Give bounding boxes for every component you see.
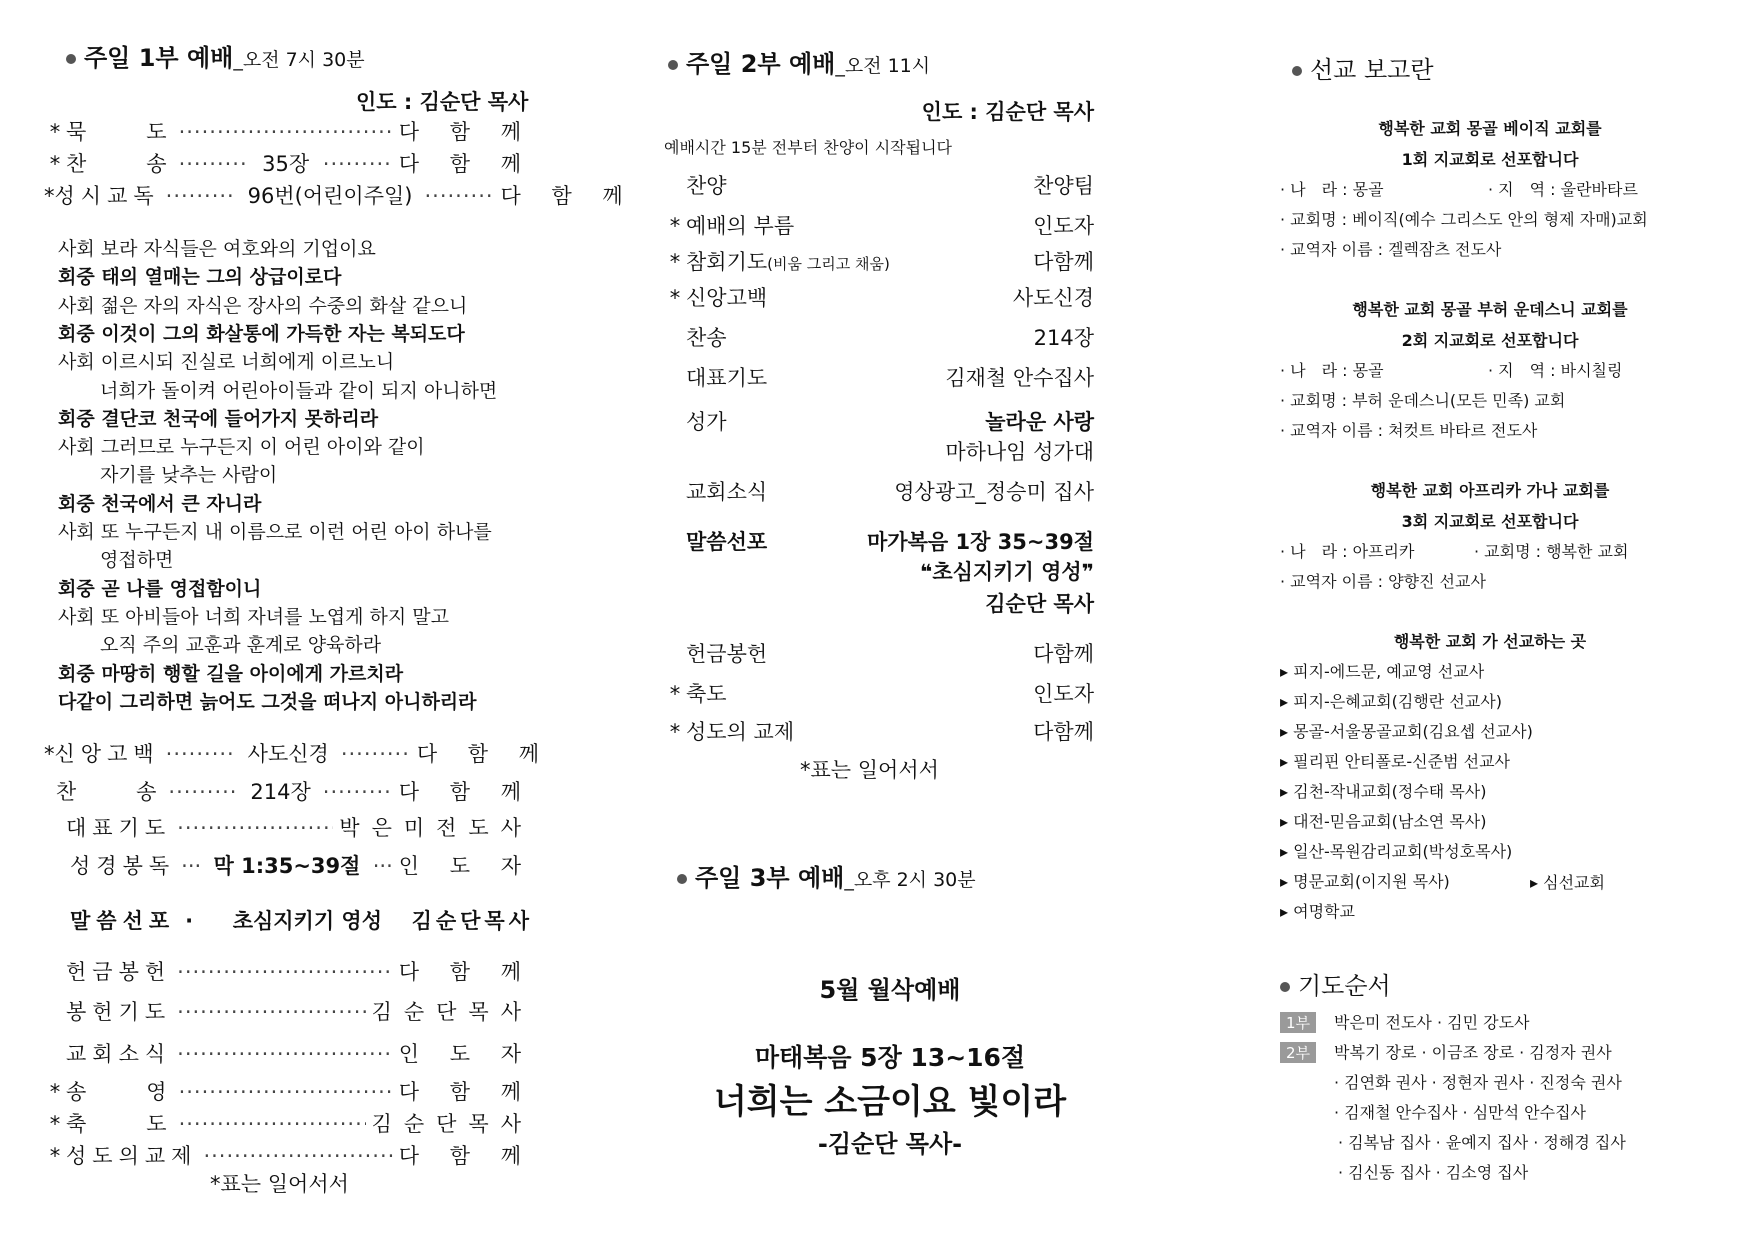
order-label: 신앙고백 <box>54 742 160 766</box>
service2-left <box>664 282 767 312</box>
sermon2-preacher: 김순단 목사 <box>985 592 1094 616</box>
star-mark: * <box>49 152 61 176</box>
responsive-line: 다같이 그리하면 늙어도 그것을 떠나지 아니하리라 <box>58 690 477 713</box>
mission-place: ▸ 필리핀 안티폴로-신준범 선교사 <box>1280 752 1510 771</box>
service2-label: 예배의 부름 <box>686 214 795 238</box>
order-label: 성경봉독 <box>70 854 176 878</box>
order-right: 다 함 께 <box>398 120 533 144</box>
service2-row <box>664 282 1094 312</box>
order-dots <box>203 1144 392 1168</box>
church3-minister: · 교역자 이름 : 양향진 선교사 <box>1280 572 1486 591</box>
order-label: 성도의교제 <box>66 1144 198 1168</box>
order-label: 찬 송 <box>55 780 163 804</box>
bullet-icon <box>66 54 76 64</box>
service2-right: 인도자 <box>1033 214 1094 238</box>
order-dots <box>179 1080 393 1104</box>
order-right: 다 함 께 <box>398 152 533 176</box>
order-label: 헌금봉헌 <box>66 960 172 984</box>
order-row <box>44 738 552 768</box>
star-mark: * <box>669 720 681 744</box>
anthem-title: 놀라운 사랑 <box>985 410 1094 434</box>
star-mark: * <box>669 214 681 238</box>
service2-row <box>664 170 1094 200</box>
order-label: 축 도 <box>66 1112 173 1136</box>
star-mark: * <box>49 1080 61 1104</box>
order-row <box>44 116 533 146</box>
bullet-icon <box>668 60 678 70</box>
service2-label: 대표기도 <box>686 366 768 390</box>
service1-time: _오전 7시 30분 <box>233 49 365 71</box>
order-label: 봉헌기도 <box>66 1000 172 1024</box>
order-label: 찬 송 <box>66 152 173 176</box>
order-row <box>44 956 533 986</box>
church1-head1: 행복한 교회 몽골 베이직 교회를 <box>1378 119 1602 138</box>
responsive-line: 회중 이것이 그의 화살통에 가득한 자는 복되도다 <box>58 322 465 345</box>
service2-time: _오전 11시 <box>835 55 931 77</box>
order-middle: 사도신경 <box>247 742 329 766</box>
order-dots <box>177 960 393 984</box>
anthem-label: 성가 <box>686 410 727 434</box>
monthly-ref: 마태복음 5장 13~16절 <box>754 1043 1026 1072</box>
order-dots <box>179 152 249 176</box>
service2-right: 다함께 <box>1033 250 1094 274</box>
mission-places-heading: 행복한 교회 가 선교하는 곳 <box>1393 632 1587 651</box>
service2-row <box>664 716 1094 746</box>
service2-right: 다함께 <box>1033 720 1094 744</box>
church3-name: · 교회명 : 행복한 교회 <box>1474 542 1629 561</box>
monthly-title: 5월 월삭예배 <box>819 976 961 1004</box>
service2-right: 다함께 <box>1033 642 1094 666</box>
responsive-line: 오직 주의 교훈과 훈계로 양육하라 <box>100 634 382 657</box>
service2-left <box>664 678 727 708</box>
service1-footnote: *표는 일어서서 <box>210 1172 349 1196</box>
order-row <box>44 1108 533 1138</box>
service2-title: 주일 2부 예배 <box>686 50 836 78</box>
prayer-tag-1: 1부 <box>1280 1012 1316 1033</box>
service1-leader: 인도 : 김순단 목사 <box>356 90 529 114</box>
order-right: 김순단목사 <box>411 909 533 933</box>
order-dots <box>168 780 238 804</box>
service2-right: 찬양팀 <box>1033 174 1094 198</box>
order-dots <box>323 780 393 804</box>
order-right: 인 도 자 <box>398 1042 533 1066</box>
service2-right: 214장 <box>1033 326 1094 350</box>
responsive-line: 사회 또 누구든지 내 이름으로 이런 어린 아이 하나를 <box>58 521 492 543</box>
prayer-names-4: · 김재철 안수집사 · 심만석 안수집사 <box>1334 1103 1586 1122</box>
responsive-line: 영접하면 <box>100 549 174 572</box>
responsive-line: 사회 그러므로 누구든지 이 어린 아이와 같이 <box>58 436 425 459</box>
service2-heading <box>668 44 930 79</box>
order-middle: 35장 <box>262 152 310 176</box>
church1-name: · 교회명 : 베이직(예수 그리스도 안의 형제 자매)교회 <box>1280 210 1648 229</box>
order-right: 다 함 께 <box>398 1144 533 1168</box>
order-right: 다 함 께 <box>398 960 533 984</box>
church1-minister: · 교역자 이름 : 겔렉잠츠 전도사 <box>1280 240 1502 259</box>
service2-row <box>664 322 1094 352</box>
church2-country: · 나 라 : 몽골 <box>1280 361 1384 380</box>
order-middle: 막 1:35~39절 <box>213 854 361 878</box>
service2-leader: 인도 : 김순단 목사 <box>921 100 1094 124</box>
mission-place: ▸ 피지-에드문, 예교영 선교사 <box>1280 662 1485 681</box>
mission-report-title: 선교 보고란 <box>1310 56 1434 84</box>
order-dots <box>424 184 494 208</box>
prayer-names-2: 박복기 장로 · 이금조 장로 · 김정자 권사 <box>1334 1043 1612 1062</box>
order-dots <box>166 742 236 766</box>
order-dots <box>179 1112 366 1136</box>
mission-place: ▸ 일산-목원감리교회(박성호목사) <box>1280 842 1513 861</box>
service2-label: 찬양 <box>686 174 727 198</box>
order-middle: 96번(어린이주일) <box>247 184 413 208</box>
news-label: 교회소식 <box>686 480 768 504</box>
news-right: 영상광고_정승미 집사 <box>894 480 1094 504</box>
service2-left <box>664 638 767 668</box>
service2-label: 헌금봉헌 <box>686 642 768 666</box>
order-dots <box>179 120 393 144</box>
service2-left <box>664 246 890 276</box>
order-dots: · <box>185 909 194 933</box>
service2-label: 참회기도 <box>686 250 768 274</box>
order-right: 다 함 께 <box>500 184 635 208</box>
prayer-order-heading <box>1280 966 1391 1001</box>
sermon-row <box>48 905 533 935</box>
order-dots <box>341 742 411 766</box>
star-mark: * <box>49 1112 61 1136</box>
prayer-row-1 <box>1280 1010 1530 1033</box>
responsive-line: 사회 보라 자식들은 여호와의 기업이요 <box>58 238 376 260</box>
order-row <box>44 1140 533 1170</box>
service2-label: 찬송 <box>686 326 727 350</box>
church2-name: · 교회명 : 부허 운데스니(모든 민족) 교회 <box>1280 391 1566 410</box>
order-dots: ··· <box>372 854 393 878</box>
mission-place: ▸ 김천-작내교회(정수태 목사) <box>1280 782 1487 801</box>
sermon2-row <box>664 526 1094 556</box>
service2-left <box>664 362 767 392</box>
order-label: 대표기도 <box>66 816 172 840</box>
service2-left <box>664 170 727 200</box>
responsive-line: 사회 젊은 자의 자식은 장사의 수중의 화살 같으니 <box>58 294 468 317</box>
prayer-tag-2: 2부 <box>1280 1042 1316 1063</box>
church2-head1: 행복한 교회 몽골 부허 운데스니 교회를 <box>1352 300 1628 319</box>
order-row <box>44 148 533 178</box>
responsive-line: 자기를 낮추는 사람이 <box>100 464 278 487</box>
church2-head2: 2회 지교회로 선포합니다 <box>1401 331 1579 350</box>
order-row <box>44 996 533 1026</box>
service3-time: _오후 2시 30분 <box>844 869 976 891</box>
responsive-line: 너희가 돌이켜 어린아이들과 같이 되지 아니하면 <box>100 379 498 402</box>
responsive-line: 사회 이르시되 진실로 너희에게 이르노니 <box>58 351 395 374</box>
order-right: 김순단목사 <box>371 1000 533 1024</box>
star-mark: * <box>44 184 55 208</box>
church2-region: · 지 역 : 바시칠링 <box>1488 361 1623 380</box>
service2-row <box>664 210 1094 240</box>
service3-heading <box>677 858 976 893</box>
service3-title: 주일 3부 예배 <box>695 864 845 892</box>
service2-row <box>664 638 1094 668</box>
order-row <box>44 776 533 806</box>
mission-report-heading <box>1292 50 1434 85</box>
anthem-row <box>664 406 1094 436</box>
service2-left <box>664 322 727 352</box>
order-label: 교회소식 <box>66 1042 172 1066</box>
anthem-choir: 마하나임 성가대 <box>945 440 1094 464</box>
order-right: 다 함 께 <box>398 1080 533 1104</box>
responsive-line: 회중 결단코 천국에 들어가지 못하리라 <box>58 407 379 430</box>
order-middle: 214장 <box>250 780 311 804</box>
prayer-order-title: 기도순서 <box>1298 972 1391 1000</box>
service2-left <box>664 210 794 240</box>
mission-place: ▸ 대전-믿음교회(남소연 목사) <box>1280 812 1487 831</box>
order-label: 말씀선포 <box>70 909 176 933</box>
church1-region: · 지 역 : 울란바타르 <box>1488 180 1638 199</box>
prayer-row-2 <box>1280 1040 1612 1063</box>
star-mark: * <box>44 742 55 766</box>
mission-place: ▸ 명문교회(이지원 목사) <box>1280 872 1450 891</box>
service2-left <box>664 716 794 746</box>
order-dots: ··· <box>181 854 202 878</box>
service2-right: 김재철 안수집사 <box>945 366 1094 390</box>
scripture-row <box>48 850 533 880</box>
order-row <box>44 180 635 210</box>
bullet-icon <box>1292 66 1302 76</box>
news-row <box>664 476 1094 506</box>
star-mark: * <box>49 120 61 144</box>
service2-label: 신앙고백 <box>686 286 768 310</box>
monthly-big-title: 너희는 소금이요 빛이라 <box>713 1082 1067 1122</box>
order-dots <box>323 152 393 176</box>
order-dots <box>177 1000 365 1024</box>
service2-row <box>664 678 1094 708</box>
star-mark: * <box>669 250 681 274</box>
service2-row <box>664 246 1094 276</box>
order-right: 김순단목사 <box>371 1112 533 1136</box>
service1-heading <box>66 38 365 73</box>
church3-country: · 나 라 : 아프리카 <box>1280 542 1415 561</box>
order-label: 묵 도 <box>66 120 173 144</box>
order-right: 다 함 께 <box>398 780 533 804</box>
service1-title: 주일 1부 예배 <box>84 44 234 72</box>
order-dots <box>177 1042 393 1066</box>
star-mark: * <box>669 682 681 706</box>
church2-minister: · 교역자 이름 : 쳐컷트 바타르 전도사 <box>1280 421 1538 440</box>
order-dots <box>177 816 333 840</box>
service2-label: 성도의 교제 <box>686 720 795 744</box>
service2-right: 인도자 <box>1033 682 1094 706</box>
service2-label: 축도 <box>686 682 727 706</box>
responsive-line: 사회 또 아비들아 너희 자녀를 노엽게 하지 말고 <box>58 605 450 628</box>
order-middle: 초심지키기 영성 <box>232 909 382 933</box>
responsive-line: 회중 천국에서 큰 자니라 <box>58 492 262 515</box>
star-mark: * <box>49 1144 61 1168</box>
bullet-icon <box>677 874 687 884</box>
prayer-names-6: · 김신동 집사 · 김소영 집사 <box>1338 1163 1529 1182</box>
order-label: 송 영 <box>66 1080 173 1104</box>
service2-row <box>664 362 1094 392</box>
sermon2-title: ❝초심지키기 영성❞ <box>920 560 1094 584</box>
mission-place: ▸ 몽골-서울몽골교회(김요셉 선교사) <box>1280 722 1533 741</box>
bullet-icon <box>1280 982 1290 992</box>
mission-place-extra: ▸ 심선교회 <box>1530 873 1605 892</box>
order-row <box>44 1038 533 1068</box>
church3-head1: 행복한 교회 아프리카 가나 교회를 <box>1370 481 1610 500</box>
monthly-preacher: -김순단 목사- <box>817 1130 963 1158</box>
order-right: 박은미전도사 <box>339 816 533 840</box>
mission-place: ▸ 피지-은혜교회(김행란 선교사) <box>1280 692 1502 711</box>
order-row <box>44 1076 533 1106</box>
order-right: 인 도 자 <box>398 854 533 878</box>
church1-country: · 나 라 : 몽골 <box>1280 180 1384 199</box>
sermon2-label: 말씀선포 <box>686 530 768 554</box>
order-right: 다 함 께 <box>416 742 552 766</box>
service2-note: 예배시간 15분 전부터 찬양이 시작됩니다 <box>664 138 952 157</box>
order-dots <box>166 184 236 208</box>
order-row <box>44 812 533 842</box>
sermon2-ref: 마가복음 1장 35~39절 <box>867 530 1094 554</box>
service2-right: 사도신경 <box>1012 286 1094 310</box>
prayer-names-1: 박은미 전도사 · 김민 강도사 <box>1334 1013 1530 1032</box>
service2-label-note: (비움 그리고 채움) <box>767 255 890 273</box>
prayer-names-5: · 김복남 집사 · 윤예지 집사 · 정해경 집사 <box>1338 1133 1626 1152</box>
church1-head2: 1회 지교회로 선포합니다 <box>1401 150 1579 169</box>
responsive-line: 회중 마땅히 행할 길을 아이에게 가르치라 <box>58 662 404 685</box>
responsive-line: 회중 태의 열매는 그의 상급이로다 <box>58 266 342 289</box>
mission-place: ▸ 여명학교 <box>1280 902 1355 921</box>
responsive-line: 회중 곧 나를 영접함이니 <box>58 577 262 600</box>
service2-footnote: *표는 일어서서 <box>800 758 939 782</box>
order-label: 성시교독 <box>54 184 160 208</box>
church3-head2: 3회 지교회로 선포합니다 <box>1401 512 1579 531</box>
prayer-names-3: · 김연화 권사 · 정현자 권사 · 진정숙 권사 <box>1334 1073 1622 1092</box>
star-mark: * <box>669 286 681 310</box>
